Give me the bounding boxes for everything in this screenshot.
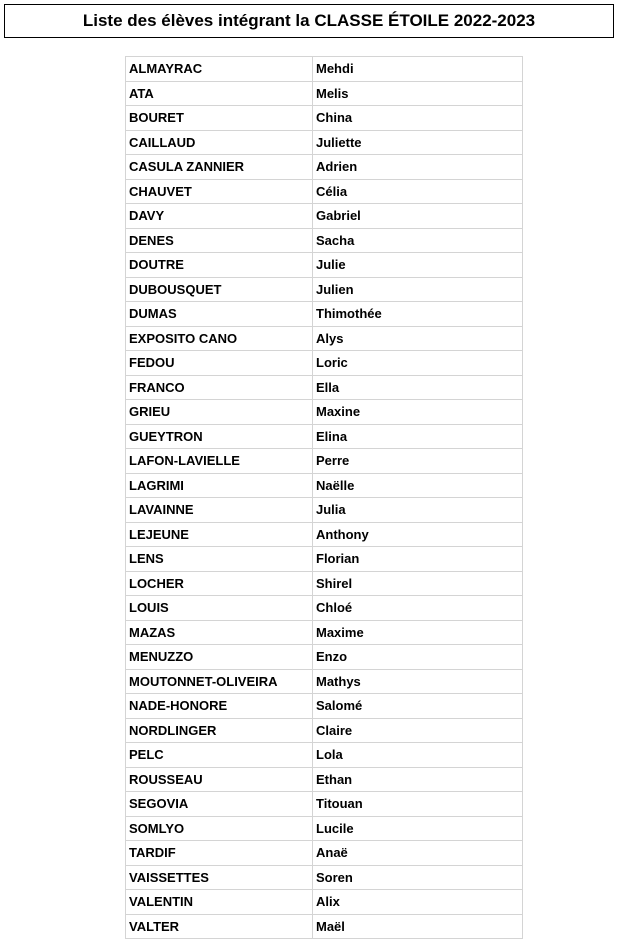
table-row: [126, 326, 523, 351]
last-name-cell: DOUTRE: [126, 253, 313, 278]
table-row: [126, 571, 523, 596]
table-row: [126, 792, 523, 817]
table-row: [126, 130, 523, 155]
table-row: [126, 106, 523, 131]
table-row: [126, 400, 523, 425]
last-name-cell: LOUIS: [126, 596, 313, 621]
last-name-cell: GRIEU: [126, 400, 313, 425]
last-name-cell: ROUSSEAU: [126, 767, 313, 792]
first-name-cell: Adrien: [313, 155, 523, 180]
first-name-cell: Anaë: [313, 841, 523, 866]
last-name-cell: GUEYTRON: [126, 424, 313, 449]
last-name-cell: DAVY: [126, 204, 313, 229]
table-row: [126, 547, 523, 572]
table-row: [126, 841, 523, 866]
last-name-cell: LAFON-LAVIELLE: [126, 449, 313, 474]
last-name-cell: MAZAS: [126, 620, 313, 645]
page-title: [4, 4, 614, 38]
last-name-cell: DENES: [126, 228, 313, 253]
table-row: [126, 694, 523, 719]
first-name-cell: Maël: [313, 914, 523, 939]
table-row: [126, 351, 523, 376]
last-name-cell: LEJEUNE: [126, 522, 313, 547]
table-row: [126, 155, 523, 180]
table-row: [126, 375, 523, 400]
last-name-cell: DUBOUSQUET: [126, 277, 313, 302]
first-name-cell: Shirel: [313, 571, 523, 596]
first-name-cell: Chloé: [313, 596, 523, 621]
first-name-cell: Maxime: [313, 620, 523, 645]
table-row: [126, 669, 523, 694]
last-name-cell: NORDLINGER: [126, 718, 313, 743]
student-table: [125, 56, 523, 939]
first-name-cell: Gabriel: [313, 204, 523, 229]
first-name-cell: Julia: [313, 498, 523, 523]
first-name-cell: Lucile: [313, 816, 523, 841]
first-name-cell: Célia: [313, 179, 523, 204]
first-name-cell: Loric: [313, 351, 523, 376]
table-row: [126, 57, 523, 82]
last-name-cell: LAVAINNE: [126, 498, 313, 523]
last-name-cell: NADE-HONORE: [126, 694, 313, 719]
last-name-cell: CHAUVET: [126, 179, 313, 204]
first-name-cell: Mathys: [313, 669, 523, 694]
first-name-cell: Lola: [313, 743, 523, 768]
table-row: [126, 522, 523, 547]
last-name-cell: TARDIF: [126, 841, 313, 866]
first-name-cell: Julien: [313, 277, 523, 302]
table-row: [126, 645, 523, 670]
last-name-cell: CAILLAUD: [126, 130, 313, 155]
table-row: [126, 498, 523, 523]
last-name-cell: LENS: [126, 547, 313, 572]
table-row: [126, 253, 523, 278]
first-name-cell: Juliette: [313, 130, 523, 155]
table-row: [126, 81, 523, 106]
last-name-cell: VAISSETTES: [126, 865, 313, 890]
first-name-cell: Sacha: [313, 228, 523, 253]
first-name-cell: Anthony: [313, 522, 523, 547]
first-name-cell: Enzo: [313, 645, 523, 670]
table-row: [126, 890, 523, 915]
first-name-cell: Elina: [313, 424, 523, 449]
table-row: [126, 179, 523, 204]
last-name-cell: BOURET: [126, 106, 313, 131]
last-name-cell: MOUTONNET-OLIVEIRA: [126, 669, 313, 694]
first-name-cell: Mehdi: [313, 57, 523, 82]
last-name-cell: VALTER: [126, 914, 313, 939]
last-name-cell: EXPOSITO CANO: [126, 326, 313, 351]
first-name-cell: Maxine: [313, 400, 523, 425]
table-row: [126, 718, 523, 743]
first-name-cell: Perre: [313, 449, 523, 474]
first-name-cell: Ella: [313, 375, 523, 400]
last-name-cell: SEGOVIA: [126, 792, 313, 817]
last-name-cell: SOMLYO: [126, 816, 313, 841]
table-row: [126, 204, 523, 229]
title-prefix: Liste des élèves intégrant la: [82, 11, 310, 30]
first-name-cell: Melis: [313, 81, 523, 106]
table-row: [126, 302, 523, 327]
table-row: [126, 914, 523, 939]
last-name-cell: LOCHER: [126, 571, 313, 596]
table-row: [126, 277, 523, 302]
title-highlight: CLASSE ÉTOILE 2022-2023: [314, 11, 536, 30]
first-name-cell: China: [313, 106, 523, 131]
first-name-cell: Salomé: [313, 694, 523, 719]
table-row: [126, 473, 523, 498]
first-name-cell: Soren: [313, 865, 523, 890]
table-row: [126, 620, 523, 645]
last-name-cell: FRANCO: [126, 375, 313, 400]
last-name-cell: DUMAS: [126, 302, 313, 327]
first-name-cell: Claire: [313, 718, 523, 743]
first-name-cell: Ethan: [313, 767, 523, 792]
last-name-cell: VALENTIN: [126, 890, 313, 915]
table-row: [126, 865, 523, 890]
first-name-cell: Julie: [313, 253, 523, 278]
first-name-cell: Florian: [313, 547, 523, 572]
table-row: [126, 449, 523, 474]
last-name-cell: ATA: [126, 81, 313, 106]
student-table-body: [126, 57, 523, 939]
table-row: [126, 767, 523, 792]
last-name-cell: PELC: [126, 743, 313, 768]
first-name-cell: Alix: [313, 890, 523, 915]
first-name-cell: Titouan: [313, 792, 523, 817]
table-row: [126, 424, 523, 449]
first-name-cell: Thimothée: [313, 302, 523, 327]
table-row: [126, 596, 523, 621]
first-name-cell: Naëlle: [313, 473, 523, 498]
last-name-cell: MENUZZO: [126, 645, 313, 670]
last-name-cell: CASULA ZANNIER: [126, 155, 313, 180]
first-name-cell: Alys: [313, 326, 523, 351]
last-name-cell: ALMAYRAC: [126, 57, 313, 82]
table-row: [126, 743, 523, 768]
last-name-cell: FEDOU: [126, 351, 313, 376]
table-row: [126, 228, 523, 253]
table-row: [126, 816, 523, 841]
last-name-cell: LAGRIMI: [126, 473, 313, 498]
